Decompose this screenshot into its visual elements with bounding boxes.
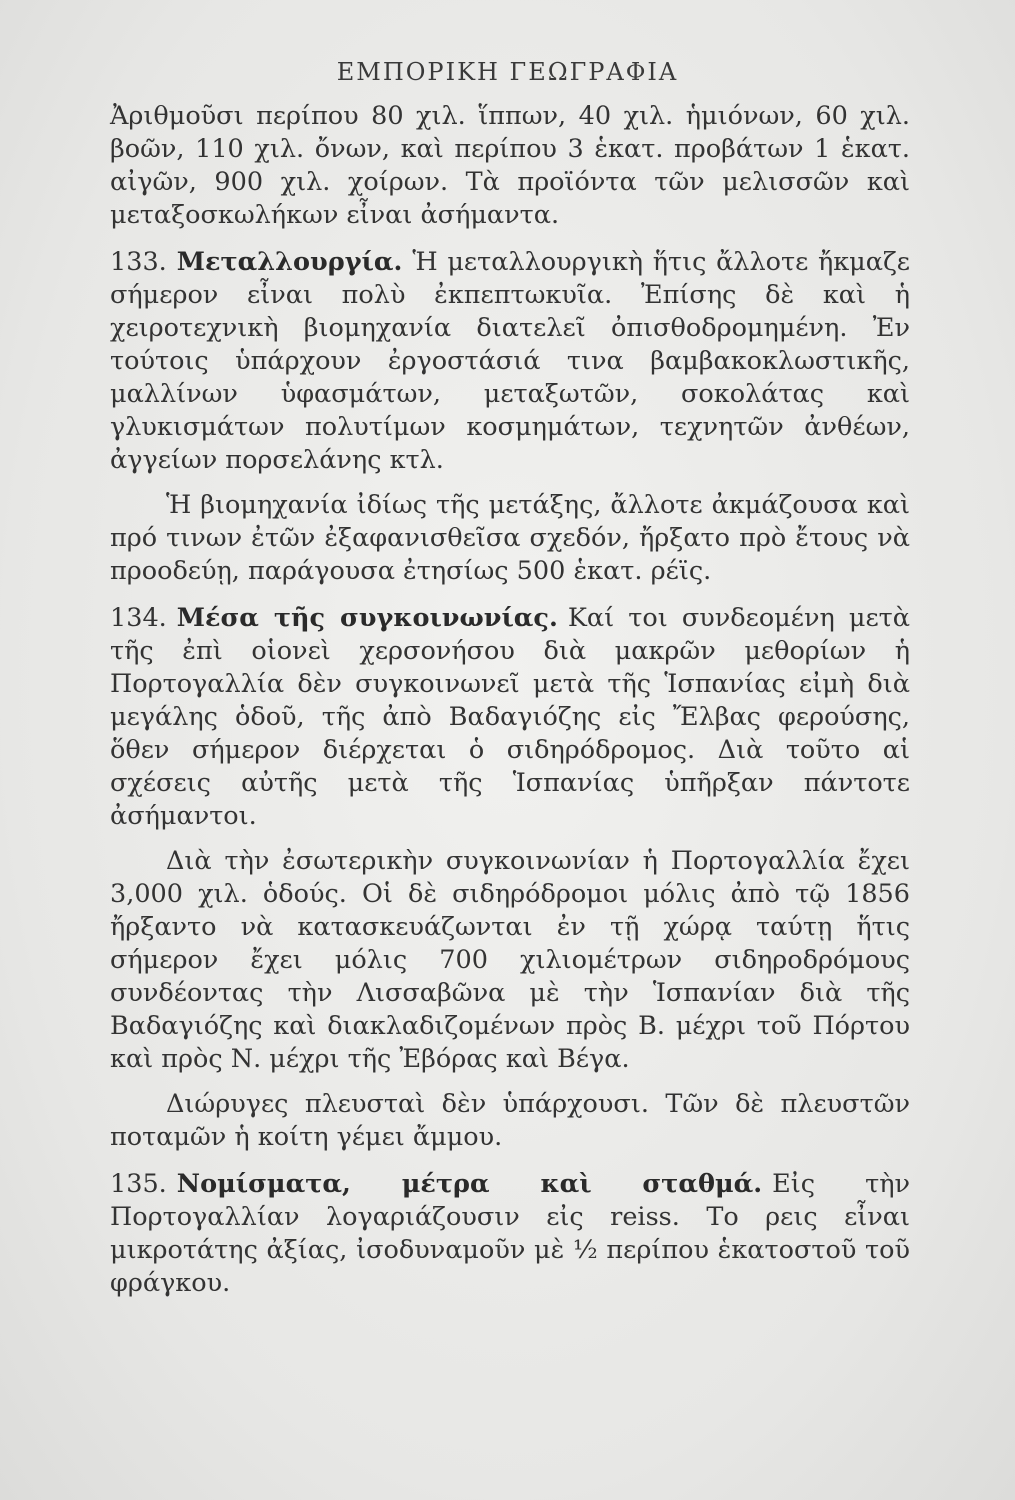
section-133	[110, 246, 910, 477]
section-text: Ἡ μεταλλουργικὴ ἥτις ἄλλοτε ἤκμαζε σήμερον εἶναι πολὺ ἐκπεπτωκυῖα. Ἐπίσης δὲ καὶ ἡ χειροτεχνικὴ βιομηχανία διατελεῖ ὀπισθοδρομημένη. Ἐν τούτοις ὑπάρχουν ἐργοστάσιά τινα βαμβακοκλωστικῆς, μαλλίνων ὑφασμάτων, μεταξωτῶν, σοκολάτας καὶ γλυκισμάτων πολυτίμων κοσμημάτων, τεχνητῶν ἀνθέων, ἀγγείων πορσελάνης κτλ.	[110, 247, 910, 475]
section-number: 133.	[110, 247, 167, 277]
section-135	[110, 1168, 910, 1300]
page-body	[110, 100, 910, 1300]
section-number: 135.	[110, 1169, 167, 1199]
section-title: Νομίσματα, μέτρα καὶ σταθμά.	[176, 1169, 763, 1199]
section-paragraph: Ἡ βιομηχανία ἰδίως τῆς μετάξης, ἄλλοτε ἀκμάζουσα καὶ πρό τινων ἐτῶν ἐξαφανισθεῖσα σχεδόν, ἤρξατο πρὸ ἔτους νὰ προοδεύῃ, παράγουσα ἐτησίως 500 ἑκατ. ρέϊς.	[110, 490, 910, 586]
section-134	[110, 602, 910, 833]
section-text: Εἰς τὴν Πορτογαλλίαν λογαριάζουσιν εἰς reiss. Το ρεις εἶναι μικροτάτης ἀξίας, ἰσοδυναμοῦν μὲ ½ περίπου ἑκατοστοῦ τοῦ φράγκου.	[110, 1169, 910, 1298]
section-text: Καί τοι συνδεομένη μετὰ τῆς ἐπὶ οἱονεὶ χερσονήσου διὰ μακρῶν μεθορίων ἡ Πορτογαλλία δὲν συγκοινωνεῖ μετὰ τῆς Ἱσπανίας εἰμὴ διὰ μεγάλης ὁδοῦ, τῆς ἀπὸ Βαδαγιόζης εἰς Ἔλβας φερούσης, ὅθεν σήμερον διέρχεται ὁ σιδηρόδρομος. Διὰ τοῦτο αἱ σχέσεις αὐτῆς μετὰ τῆς Ἱσπανίας ὑπῆρξαν πάντοτε ἀσήμαντοι.	[110, 603, 911, 831]
section-paragraph: Διὰ τὴν ἐσωτερικὴν συγκοινωνίαν ἡ Πορτογαλλία ἔχει 3,000 χιλ. ὁδούς. Οἱ δὲ σιδηρόδρομοι μόλις ἀπὸ τῷ 1856 ἤρξαντο νὰ κατασκευάζωνται ἐν τῇ χώρᾳ ταύτῃ ἥτις σήμερον ἔχει μόλις 700 χιλιομέτρων σιδηροδρόμους συνδέοντας τὴν Λισσαβῶνα μὲ τὴν Ἱσπανίαν διὰ τῆς Βαδαγιόζης καὶ διακλαδιζομένων πρὸς Β. μέχρι τοῦ Πόρτου καὶ πρὸς Ν. μέχρι τῆς Ἐβόρας καὶ Βέγα.	[110, 846, 910, 1074]
section-title: Μεταλλουργία.	[176, 247, 403, 277]
section-title: Μέσα τῆς συγκοινωνίας.	[176, 603, 558, 633]
section-paragraph: Διώρυγες πλευσταὶ δὲν ὑπάρχουσι. Τῶν δὲ πλευστῶν ποταμῶν ἡ κοίτη γέμει ἄμμου.	[110, 1089, 910, 1152]
running-header: ΕΜΠΟΡΙΚΗ ΓΕΩΓΡΑΦΙΑ	[336, 58, 679, 86]
section-number: 134.	[110, 603, 167, 633]
intro-paragraph: Ἀριθμοῦσι περίπου 80 χιλ. ἵππων, 40 χιλ. ἡμιόνων, 60 χιλ. βοῶν, 110 χιλ. ὄνων, καὶ περίπου 3 ἑκατ. προβάτων 1 ἑκατ. αἰγῶν, 900 χιλ. χοίρων. Τὰ προϊόντα τῶν μελισσῶν καὶ μεταξοσκωλήκων εἶναι ἀσήμαντα.	[110, 101, 910, 230]
